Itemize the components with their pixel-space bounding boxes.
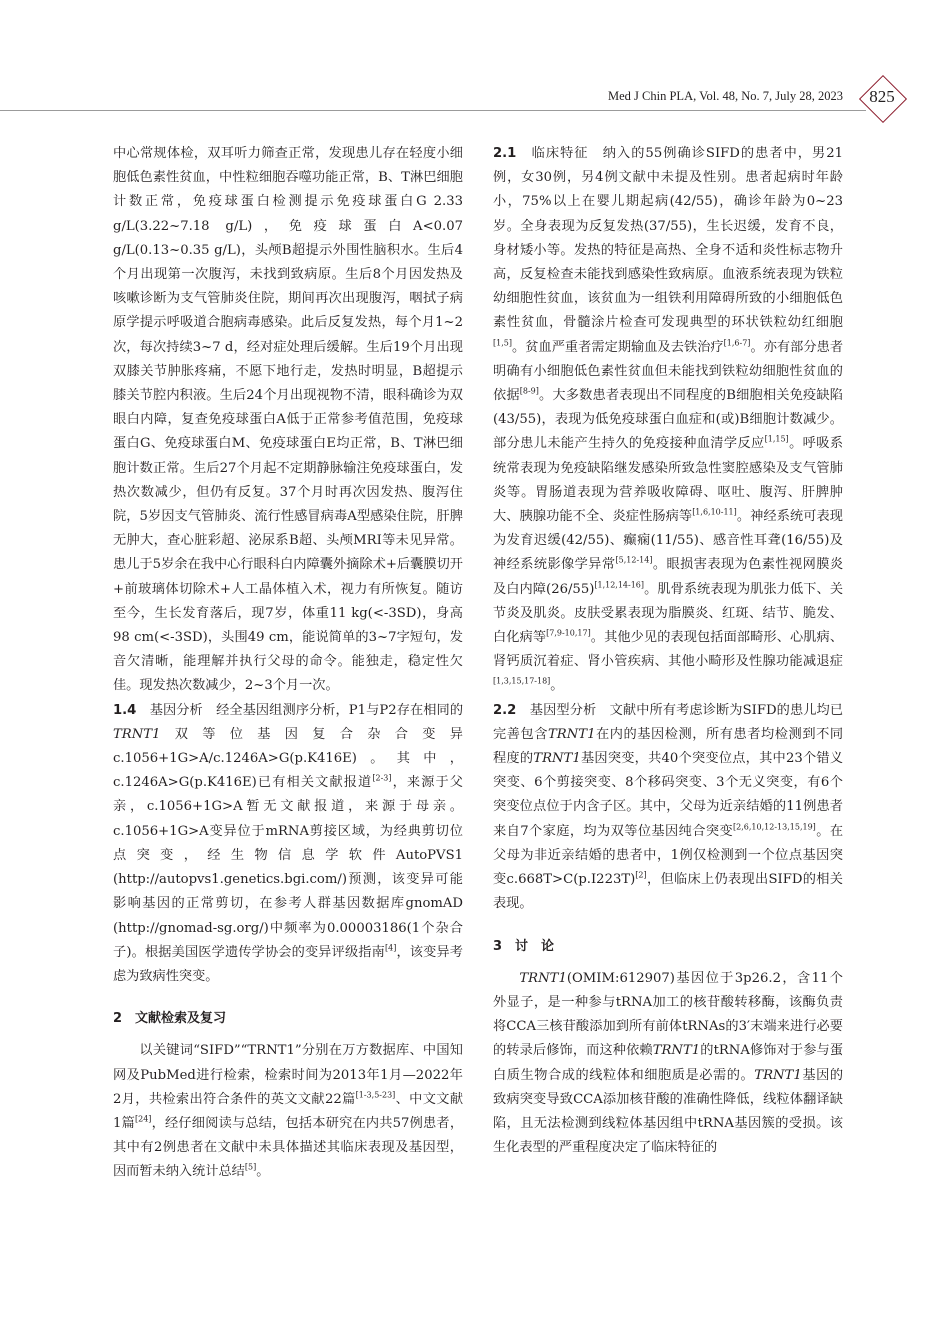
gene-name: TRNT1 bbox=[548, 726, 596, 742]
citation: [2] bbox=[635, 870, 647, 880]
citation: [2,6,10,12-13,15,19] bbox=[733, 822, 816, 832]
text-span: ，经仔细阅读与总结，包括本研究在内共57例患者，其中有2例患者在文献中未具体描述其临床表现及基因型，因而暂未纳入统计总结 bbox=[113, 1115, 464, 1180]
gene-name: TRNT1 bbox=[519, 970, 567, 986]
text-span: 。呼吸系统常表现为免疫缺陷继发感染所致急性窦腔感染及支气管肺炎等。胃肠道表现为营养吸收障碍、呕吐、腹泻、肝脾肿大、胰腺功能不全、炎症性肠病等 bbox=[493, 436, 844, 525]
section-2-1-number: 2.1 bbox=[493, 146, 517, 161]
section-2-2-number: 2.2 bbox=[493, 702, 517, 718]
text-span: ，该变异考虑为致病性突变。 bbox=[113, 944, 463, 984]
left-column bbox=[113, 142, 463, 1185]
text-span: 。亦有部分患者明确有小细胞低色素性贫血但未能找到铁粒幼细胞性贫血的依据 bbox=[493, 339, 844, 404]
text-span: 、中文文献1篇 bbox=[113, 1091, 464, 1131]
citation: [1,6,10-11] bbox=[692, 507, 737, 517]
citation: [7,9-10,17] bbox=[546, 628, 591, 638]
section-1-4-paragraph bbox=[113, 699, 463, 989]
text-span: ，来源于父亲，c.1056+1G>A暂无文献报道，来源于母亲。c.1056+1G>A变异位于mRNA剪接区域，为经典剪切位点突变，经生物信息学软件AutoPVS1 (http://autopvs1.genetics.bgi.com/)预测，该变异可能影响基因的正常剪切，在参考人群基因数据库gnomAD (http://gnomad-sg.org/)中频率为0.00003186(1个杂合子)。根据美国医学遗传学协会的变异评级指南 bbox=[113, 775, 463, 960]
section-2-1-title: 临床特征 bbox=[531, 146, 589, 161]
text-span: 。贫血严重者需定期输血及去铁治疗 bbox=[511, 339, 724, 355]
text-span: (OMIM:612907)基因位于3p26.2，含11个外显子，是一种参与tRNA加工的核苷酸转移酶，该酶负责将CCA三核苷酸添加到所有前体tRNAs的3′末端来进行必要的转录后修饰，而这种依赖 bbox=[493, 970, 843, 1059]
text-span: 的tRNA修饰对于参与蛋白质生物合成的线粒体和细胞质是必需的。 bbox=[493, 1043, 844, 1083]
text-span: 。肌骨系统表现为肌张力低下、关节炎及肌炎。皮肤受累表现为脂膜炎、红斑、结节、脆发、白化病等 bbox=[493, 581, 844, 646]
section-2-2-paragraph bbox=[493, 699, 843, 917]
right-column bbox=[493, 142, 843, 1160]
text-span: 在内的基因检测，所有患者均检测到不同程度的 bbox=[493, 726, 844, 767]
text-span: 文献中所有考虑诊断为SIFD的患儿均已完善包含 bbox=[493, 702, 844, 742]
citation: [5] bbox=[244, 1162, 257, 1172]
section-1-4-number: 1.4 bbox=[113, 702, 137, 718]
page-number: 825 bbox=[869, 87, 895, 106]
text-span: 以关键词“SIFD”“TRNT1”分别在万方数据库、中国知网及PubMed进行检索，检索时间为2013年1月—2022年2月，共检索出符合条件的英文文献22篇 bbox=[113, 1043, 463, 1107]
text-span: 。在父母为非近亲结婚的患者中，1例仅检测到一个位点基因突变c.668T>C(p.I223T) bbox=[493, 823, 844, 888]
section-2-2-title: 基因型分析 bbox=[529, 702, 597, 718]
citation: [2-3] bbox=[372, 773, 392, 783]
citation: [1,5] bbox=[493, 338, 512, 348]
text-span: 。 bbox=[550, 678, 564, 694]
section-3-paragraph bbox=[493, 967, 843, 1161]
section-2-heading: 2 文献检索及复习 bbox=[113, 1011, 227, 1027]
gene-name: TRNT1 bbox=[113, 726, 161, 742]
citation: [1-3,5-23] bbox=[355, 1090, 396, 1100]
text-span: ，但临床上仍表现出SIFD的相关表现。 bbox=[493, 872, 843, 912]
text-span: 基因的致病突变导致CCA添加核苷酸的准确性降低，线粒体翻译缺陷，且无法检测到线粒体基因组中tRNA基因簇的受损。该生化表型的严重程度决定了临床特征的 bbox=[493, 1067, 844, 1156]
text-span: 。其他少见的表现包括面部畸形、心肌病、肾钙质沉着症、肾小管疾病、其他小畸形及性腺功能减退症 bbox=[493, 630, 844, 670]
gene-name: TRNT1 bbox=[754, 1067, 802, 1083]
citation: [5,12-14] bbox=[615, 556, 653, 566]
citation: [1,3,15,17-18] bbox=[493, 677, 551, 687]
gene-name: TRNT1 bbox=[652, 1043, 701, 1059]
citation: [1,15] bbox=[764, 435, 789, 445]
text-span: 双等位基因复合杂合变异c.1056+1G>A/c.1246A>G(p.K416E)。其中，c.1246A>G(p.K416E)已有相关文献报道 bbox=[113, 726, 463, 791]
journal-citation: Med J Chin PLA, Vol. 48, No. 7, July 28, 2023 bbox=[608, 89, 843, 103]
text-span: 。 bbox=[256, 1164, 270, 1180]
citation: [1,12,14-16] bbox=[594, 580, 645, 590]
gene-name: TRNT1 bbox=[533, 751, 581, 767]
page-number-badge bbox=[859, 75, 905, 121]
text-span: 。神经系统可表现为发育迟缓(42/55)、癫痫(11/55)、感音性耳聋(16/55)及神经系统影像学异常 bbox=[493, 509, 843, 573]
text-span: 。眼损害表现为色素性视网膜炎及白内障(26/55) bbox=[493, 557, 844, 597]
header-rule bbox=[0, 110, 866, 111]
section-2-1-paragraph bbox=[493, 142, 843, 699]
citation: [4] bbox=[384, 943, 397, 953]
section-1-4-title: 基因分析 bbox=[149, 702, 203, 718]
text-span: 纳入的55例确诊SIFD的患者中，男21例，女30例，另4例文献中未提及性别。患者起病时年龄小，75%以上在婴儿期起病(42/55)，确诊年龄为0~23岁。全身表现为反复发热(37/55)，生长迟缓，发育不良，身材矮小等。发热的特征是高热、全身不适和炎性标志物升高，反复检查未能找到感染性致病原。血液系统表现为铁粒幼细胞性贫血，该贫血为一组铁利用障碍所致的小细胞低色素性贫血，骨髓涂片检查可发现典型的环状铁粒幼红细胞 bbox=[493, 146, 844, 331]
text-span: 基因突变，共40个突变位点，其中23个错义突变、6个剪接突变、8个移码突变、3个无义突变，有6个突变位点位于内含子区。其中，父母为近亲结婚的11例患者来自7个家庭，均为双等位基因纯合突变 bbox=[493, 751, 844, 839]
section-2-paragraph bbox=[113, 1039, 463, 1184]
citation: [1,6-7] bbox=[723, 338, 751, 348]
case-report-continuation: 中心常规体检，双耳听力筛查正常，发现患儿存在轻度小细胞低色素性贫血，中性粒细胞吞噬功能正常，B、T淋巴细胞计数正常，免疫球蛋白检测提示免疫球蛋白G 2.33 g/L(3.22~7.18 g/L)，免疫球蛋白A<0.07 g/L(0.13~0.35 g/L)，头颅B超提示外围性脑积水。生后4个月出现第一次腹泻，未找到致病原。生后8个月因发热及咳嗽诊断为支气管肺炎住院，期间再次出现腹泻，咽拭子病原学提示呼吸道合胞病毒感染。此后反复发热，每个月1~2次，每次持续3~7 d，经对症处理后缓解。生后19个月出现双膝关节肿胀疼痛，不愿下地行走，发热时明显，B超提示膝关节腔内积液。生后24个月出现视物不清，眼科确诊为双眼白内障，复查免疫球蛋白A低于正常参考值范围，免疫球蛋白G、免疫球蛋白M、免疫球蛋白E均正常，B、T淋巴细胞计数正常。生后27个月起不定期静脉输注免疫球蛋白，发热次数减少，但仍有反复。37个月时再次因发热、腹泻住院，5岁因支气管肺炎、流行性感冒病毒A型感染住院，肝脾无肿大，查心脏彩超、泌尿系B超、头颅MRI等未见异常。患儿于5岁余在我中心行眼科白内障囊外摘除术+后囊膜切开+前玻璃体切除术+人工晶体植入术，视力有所恢复。随访至今，生长发育落后，现7岁，体重11 kg(<-3SD)，身高98 cm(<-3SD)，头围49 cm，能说简单的3~7字短句，发音欠清晰，能理解并执行父母的命令。能独走，稳定性欠佳。现发热次数减少，2~3个月一次。 bbox=[113, 146, 463, 694]
text-span: 经全基因组测序分析，P1与P2存在相同的 bbox=[216, 702, 464, 718]
citation: [8-9] bbox=[519, 386, 539, 396]
text-span: 。大多数患者表现出不同程度的B细胞相关免疫缺陷(43/55)，表现为低免疫球蛋白血症和(或)B细胞计数减少。部分患儿未能产生持久的免疫接种血清学反应 bbox=[493, 388, 843, 452]
section-3-heading: 3 讨 论 bbox=[493, 938, 555, 954]
citation: [24] bbox=[135, 1114, 152, 1124]
